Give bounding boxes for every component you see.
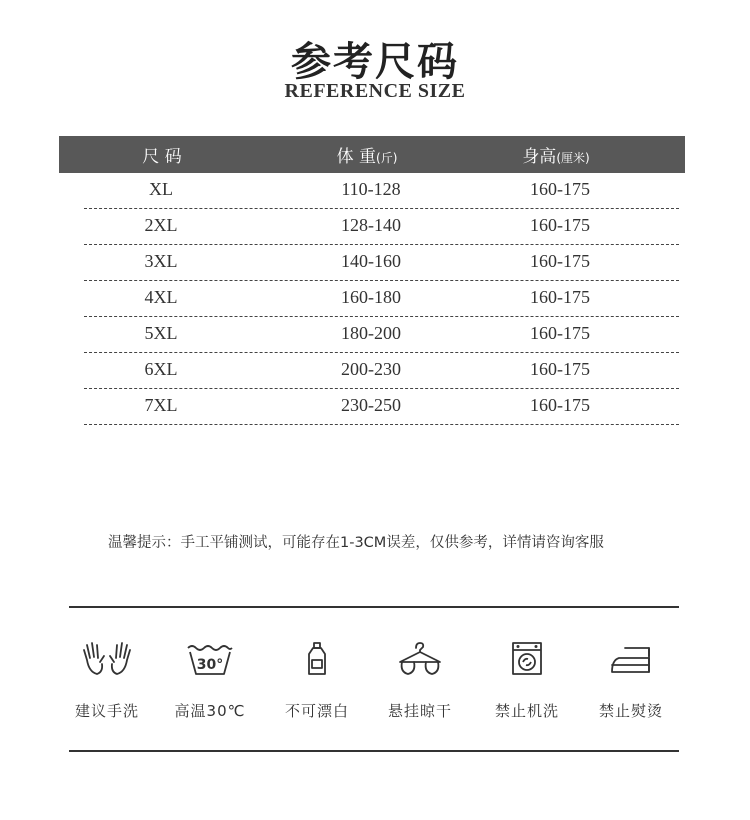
hand-wash-icon [81, 640, 133, 678]
care-label: 不可漂白 [284, 702, 349, 720]
size-cell: XL [149, 179, 173, 199]
table-row [84, 281, 679, 317]
care-item-no-iron [576, 640, 686, 721]
table-row [84, 209, 679, 245]
weight-cell: 230-250 [341, 395, 401, 415]
svg-text:30°: 30° [196, 657, 224, 673]
weight-cell: 110-128 [341, 179, 401, 199]
care-instructions [0, 640, 750, 730]
size-table [59, 136, 685, 425]
page-subtitle: REFERENCE SIZE [284, 80, 466, 102]
care-item-no-bleach [262, 640, 372, 721]
weight-cell: 160-180 [341, 287, 401, 307]
size-cell: 4XL [144, 287, 178, 307]
size-cell: 7XL [144, 395, 178, 415]
no-iron-icon [609, 640, 653, 678]
height-cell: 160-175 [530, 323, 590, 343]
size-cell: 5XL [144, 323, 178, 343]
table-row [84, 173, 679, 209]
divider-bottom [69, 750, 679, 752]
height-cell: 160-175 [530, 359, 590, 379]
height-cell: 160-175 [530, 395, 590, 415]
measurement-note: 温馨提示：手工平铺测试，可能存在1-3CM误差，仅供参考，详情请咨询客服 [108, 535, 604, 551]
care-item-no-machine-wash [472, 640, 582, 721]
care-label: 建议手洗 [74, 702, 139, 720]
table-row [84, 389, 679, 425]
care-item-hang-dry [365, 640, 475, 721]
table-row [84, 353, 679, 389]
height-cell: 160-175 [530, 251, 590, 271]
no-bleach-icon [302, 640, 332, 678]
hang-dry-icon [396, 640, 444, 678]
table-row [84, 245, 679, 281]
care-item-wash-30 [155, 640, 265, 721]
size-cell: 2XL [144, 215, 178, 235]
table-header [59, 136, 685, 173]
height-cell: 160-175 [530, 215, 590, 235]
size-cell: 6XL [144, 359, 178, 379]
care-item-hand-wash [52, 640, 162, 721]
column-header-weight: 体 重(斤) [336, 147, 398, 167]
height-cell: 160-175 [530, 179, 590, 199]
column-header-height: 身高(厘米) [522, 147, 590, 167]
care-label: 禁止熨烫 [598, 702, 663, 720]
page-title: 参考尺码 [291, 38, 459, 85]
table-body [84, 173, 679, 425]
table-row [84, 317, 679, 353]
wash-30-icon [186, 640, 234, 678]
care-label: 悬挂晾干 [387, 702, 452, 720]
care-label: 禁止机洗 [494, 702, 559, 720]
care-label: 高温30℃ [174, 702, 246, 720]
weight-cell: 180-200 [341, 323, 401, 343]
weight-cell: 200-230 [341, 359, 401, 379]
size-cell: 3XL [144, 251, 178, 271]
weight-cell: 140-160 [341, 251, 401, 271]
column-header-size: 尺 码 [142, 147, 182, 167]
divider-top [69, 606, 679, 608]
height-cell: 160-175 [530, 287, 590, 307]
no-machine-wash-icon [509, 640, 545, 678]
weight-cell: 128-140 [341, 215, 401, 235]
